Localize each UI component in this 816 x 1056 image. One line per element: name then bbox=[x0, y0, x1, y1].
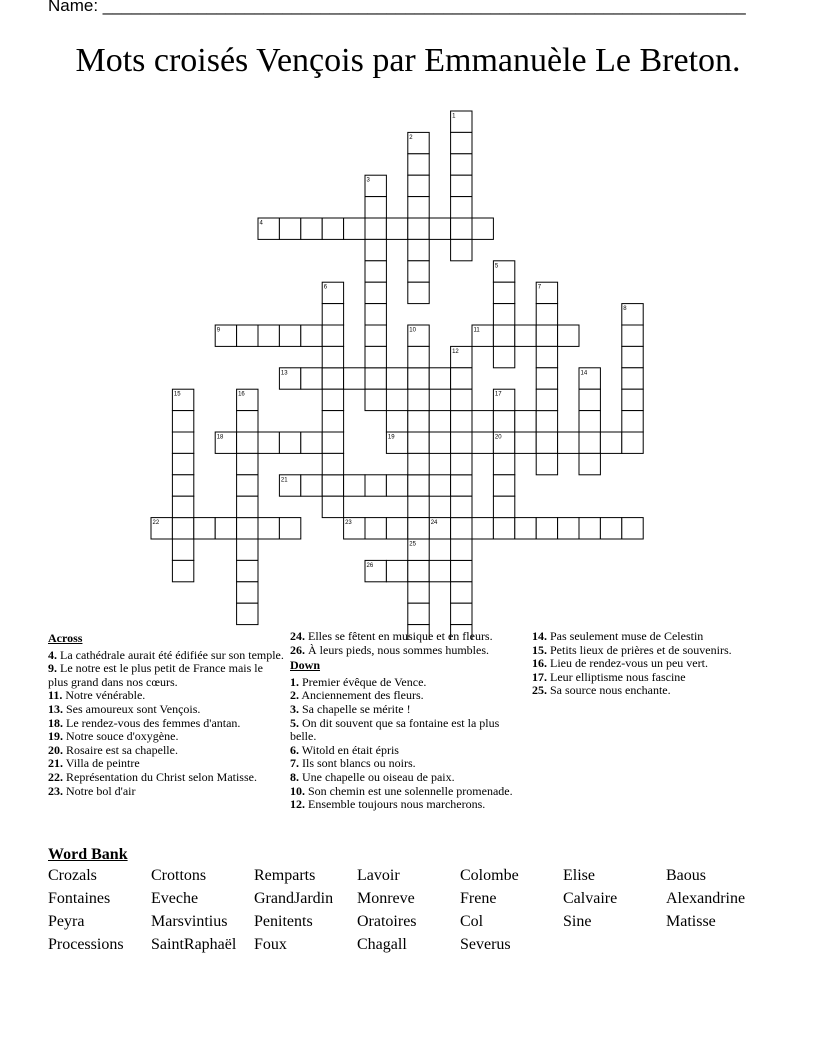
across-clues-column bbox=[48, 630, 284, 798]
crossword-cell[interactable] bbox=[386, 560, 407, 581]
word-bank-word: Crozals bbox=[48, 867, 97, 884]
word-bank-word: Col bbox=[460, 913, 484, 930]
cell-number: 15 bbox=[173, 391, 181, 398]
clue-text: Notre vénérable. bbox=[65, 688, 146, 703]
crossword-cell[interactable] bbox=[258, 518, 279, 539]
crossword-cell[interactable] bbox=[365, 475, 386, 496]
across-clue-24 bbox=[290, 630, 526, 644]
across-clue-26 bbox=[290, 644, 526, 658]
crossword-cell[interactable] bbox=[451, 560, 472, 581]
crossword-cell[interactable] bbox=[172, 518, 193, 539]
crossword-cell[interactable] bbox=[386, 368, 407, 389]
crossword-cell[interactable] bbox=[365, 197, 386, 218]
clue-text: Leur elliptisme nous fascine bbox=[550, 669, 686, 684]
clue-number: 24. bbox=[290, 629, 305, 643]
cell-number: 18 bbox=[216, 434, 224, 441]
word-bank-word: Calvaire bbox=[563, 890, 618, 907]
crossword-cell[interactable] bbox=[579, 389, 600, 410]
clue-number: 10. bbox=[290, 783, 305, 798]
crossword-cell[interactable] bbox=[622, 389, 643, 410]
cell-number: 25 bbox=[409, 541, 416, 548]
down-heading: Down bbox=[290, 658, 321, 673]
clue-text: Petits lieux de prières et de souvenirs. bbox=[550, 642, 732, 657]
crossword-cell[interactable] bbox=[558, 432, 579, 453]
crossword-cell[interactable] bbox=[451, 539, 472, 560]
cell-number: 6 bbox=[323, 284, 328, 291]
crossword-cell[interactable] bbox=[408, 197, 429, 218]
crossword-cell[interactable] bbox=[558, 518, 579, 539]
crossword-cell[interactable] bbox=[365, 389, 386, 410]
down-clue-15 bbox=[532, 644, 768, 658]
down-clue-6 bbox=[290, 744, 526, 758]
crossword-cell[interactable] bbox=[237, 582, 258, 603]
clue-text: Sa source nous enchante. bbox=[550, 683, 671, 698]
crossword-cell[interactable] bbox=[451, 197, 472, 218]
crossword-cell[interactable] bbox=[237, 560, 258, 581]
crossword-cell[interactable] bbox=[536, 518, 557, 539]
crossword-cell[interactable] bbox=[408, 432, 429, 453]
word-bank-word: Lavoir bbox=[357, 867, 400, 884]
across-clue-9 bbox=[48, 662, 284, 689]
clue-number: 5. bbox=[290, 715, 299, 730]
crossword-cell[interactable] bbox=[344, 218, 365, 239]
crossword-cell[interactable] bbox=[408, 218, 429, 239]
clue-number: 25. bbox=[532, 683, 547, 698]
word-bank-word: Elise bbox=[563, 867, 595, 884]
crossword-cell[interactable] bbox=[344, 475, 365, 496]
crossword-cell[interactable] bbox=[408, 560, 429, 581]
crossword-cell[interactable] bbox=[365, 261, 386, 282]
crossword-cell[interactable] bbox=[408, 411, 429, 432]
crossword-cell[interactable] bbox=[279, 325, 300, 346]
cell-number: 10 bbox=[409, 327, 416, 334]
word-bank-word: Oratoires bbox=[357, 913, 417, 930]
clue-text: Sa chapelle se mérite ! bbox=[302, 701, 411, 716]
crossword-cell[interactable] bbox=[408, 496, 429, 517]
crossword-cell[interactable] bbox=[536, 432, 557, 453]
crossword-cell[interactable] bbox=[172, 496, 193, 517]
crossword-cell[interactable] bbox=[322, 475, 343, 496]
crossword-cell[interactable] bbox=[536, 325, 557, 346]
crossword-cell[interactable] bbox=[301, 325, 322, 346]
cell-number: 24 bbox=[430, 520, 438, 527]
across-clue-11 bbox=[48, 689, 284, 703]
crossword-cell[interactable] bbox=[622, 346, 643, 367]
crossword-cell[interactable] bbox=[536, 368, 557, 389]
clue-text: Anciennement des fleurs. bbox=[301, 688, 424, 703]
crossword-cell[interactable] bbox=[301, 432, 322, 453]
cell-number: 1 bbox=[452, 113, 456, 120]
crossword-cell[interactable] bbox=[429, 475, 450, 496]
down-clue-7 bbox=[290, 757, 526, 771]
crossword-cell[interactable] bbox=[622, 368, 643, 389]
clue-number: 20. bbox=[48, 742, 63, 757]
crossword-cell[interactable] bbox=[172, 411, 193, 432]
crossword-cell[interactable] bbox=[600, 432, 621, 453]
crossword-cell[interactable] bbox=[365, 346, 386, 367]
word-bank-word: Peyra bbox=[48, 913, 85, 930]
crossword-cell[interactable] bbox=[536, 411, 557, 432]
down-clue-12 bbox=[290, 798, 526, 812]
crossword-cell[interactable] bbox=[237, 603, 258, 624]
clue-number: 3. bbox=[290, 701, 299, 716]
cell-number: 17 bbox=[494, 391, 502, 398]
crossword-cell[interactable] bbox=[493, 411, 514, 432]
crossword-cell[interactable] bbox=[451, 496, 472, 517]
clue-number: 26. bbox=[290, 642, 305, 657]
crossword-cell[interactable] bbox=[408, 346, 429, 367]
down-clue-1 bbox=[290, 676, 526, 690]
crossword-cell[interactable] bbox=[258, 432, 279, 453]
crossword-cell[interactable] bbox=[365, 518, 386, 539]
across-clue-4 bbox=[48, 649, 284, 663]
crossword-cell[interactable] bbox=[172, 475, 193, 496]
word-bank-word: GrandJardin bbox=[254, 890, 334, 907]
crossword-cell[interactable] bbox=[558, 325, 579, 346]
crossword-cell[interactable] bbox=[429, 218, 450, 239]
clue-text: Notre bol d'air bbox=[66, 783, 136, 798]
mixed-clues-column bbox=[290, 630, 526, 812]
clue-number: 9. bbox=[48, 661, 57, 676]
word-bank-word: Processions bbox=[48, 936, 124, 953]
crossword-cell[interactable] bbox=[322, 346, 343, 367]
crossword-cell[interactable] bbox=[172, 432, 193, 453]
crossword-cell[interactable] bbox=[365, 239, 386, 260]
down-clue-14 bbox=[532, 630, 768, 644]
crossword-cell[interactable] bbox=[451, 132, 472, 153]
crossword-cell[interactable] bbox=[258, 325, 279, 346]
crossword-cell[interactable] bbox=[365, 325, 386, 346]
down-clue-10 bbox=[290, 785, 526, 799]
crossword-cell[interactable] bbox=[451, 582, 472, 603]
crossword-cell[interactable] bbox=[408, 582, 429, 603]
down-clue-8 bbox=[290, 771, 526, 785]
cell-number: 22 bbox=[152, 520, 160, 527]
crossword-cell[interactable] bbox=[279, 218, 300, 239]
cell-number: 16 bbox=[238, 391, 245, 398]
cell-number: 13 bbox=[280, 370, 288, 377]
crossword-cell[interactable] bbox=[472, 218, 493, 239]
crossword-cell[interactable] bbox=[493, 325, 514, 346]
word-bank-word: Crottons bbox=[151, 867, 207, 884]
crossword-cell[interactable] bbox=[215, 518, 236, 539]
crossword-cell[interactable] bbox=[429, 560, 450, 581]
clue-number: 12. bbox=[290, 797, 305, 812]
down-clue-2 bbox=[290, 689, 526, 703]
crossword-cell[interactable] bbox=[408, 518, 429, 539]
crossword-cell[interactable] bbox=[322, 218, 343, 239]
crossword-cell[interactable] bbox=[386, 218, 407, 239]
word-bank-word: Baous bbox=[666, 867, 706, 884]
clue-text: Rosaire est sa chapelle. bbox=[66, 742, 178, 757]
crossword-cell[interactable] bbox=[515, 325, 536, 346]
crossword-cell[interactable] bbox=[365, 304, 386, 325]
crossword-cell[interactable] bbox=[622, 411, 643, 432]
clue-text: Ensemble toujours nous marcherons. bbox=[308, 797, 486, 812]
crossword-cell[interactable] bbox=[493, 282, 514, 303]
crossword-cell[interactable] bbox=[451, 475, 472, 496]
across-heading: Across bbox=[48, 631, 83, 645]
crossword-cell[interactable] bbox=[237, 475, 258, 496]
clue-text: Ils sont blancs ou noirs. bbox=[302, 756, 416, 771]
crossword-cell[interactable] bbox=[279, 432, 300, 453]
crossword-cell[interactable] bbox=[493, 304, 514, 325]
page-title: Mots croisés Vençois par Emmanuèle Le Breton. bbox=[75, 42, 741, 79]
crossword-cell[interactable] bbox=[365, 368, 386, 389]
crossword-cell[interactable] bbox=[237, 518, 258, 539]
across-clue-22 bbox=[48, 771, 284, 785]
crossword-cell[interactable] bbox=[579, 453, 600, 474]
crossword-cell[interactable] bbox=[237, 496, 258, 517]
cell-number: 12 bbox=[452, 348, 459, 355]
crossword-cell[interactable] bbox=[451, 389, 472, 410]
crossword-cell[interactable] bbox=[408, 261, 429, 282]
crossword-cell[interactable] bbox=[451, 175, 472, 196]
crossword-cell[interactable] bbox=[237, 325, 258, 346]
crossword-cell[interactable] bbox=[172, 539, 193, 560]
cell-number: 8 bbox=[623, 306, 627, 313]
crossword-cell[interactable] bbox=[386, 518, 407, 539]
clue-text: La cathédrale aurait été édifiée sur son temple. bbox=[60, 647, 284, 662]
cell-number: 2 bbox=[409, 134, 413, 141]
cell-number: 11 bbox=[473, 327, 480, 334]
crossword-cell[interactable] bbox=[451, 603, 472, 624]
crossword-cell[interactable] bbox=[237, 539, 258, 560]
across-clue-21 bbox=[48, 757, 284, 771]
crossword-cell[interactable] bbox=[515, 432, 536, 453]
clue-number: 8. bbox=[290, 769, 299, 784]
crossword-cell[interactable] bbox=[408, 239, 429, 260]
clue-text: Une chapelle ou oiseau de paix. bbox=[302, 769, 455, 784]
crossword-cell[interactable] bbox=[451, 411, 472, 432]
cell-number: 5 bbox=[494, 263, 499, 270]
crossword-cell[interactable] bbox=[237, 453, 258, 474]
clue-number: 7. bbox=[290, 756, 299, 771]
crossword-cell[interactable] bbox=[322, 304, 343, 325]
clue-text: Le notre est le plus petit de France mais le plus grand dans nos cœurs. bbox=[48, 661, 263, 689]
name-field-line[interactable]: Name: ____________________________________________________________________ bbox=[48, 0, 746, 15]
word-bank-word: Fontaines bbox=[48, 890, 111, 907]
crossword-cell[interactable] bbox=[322, 325, 343, 346]
crossword-cell[interactable] bbox=[451, 218, 472, 239]
crossword-cell[interactable] bbox=[322, 389, 343, 410]
word-bank-word: Matisse bbox=[666, 913, 716, 930]
clue-number: 16. bbox=[532, 656, 547, 671]
clue-number: 11. bbox=[48, 688, 63, 703]
word-bank-word: Penitents bbox=[254, 913, 313, 930]
crossword-cell[interactable] bbox=[579, 411, 600, 432]
crossword-cell[interactable] bbox=[344, 368, 365, 389]
crossword-cell[interactable] bbox=[301, 368, 322, 389]
crossword-cell[interactable] bbox=[515, 411, 536, 432]
word-bank-word: Chagall bbox=[357, 936, 407, 953]
crossword-cell[interactable] bbox=[365, 218, 386, 239]
crossword-cell[interactable] bbox=[172, 453, 193, 474]
crossword-cell[interactable] bbox=[429, 368, 450, 389]
crossword-cell[interactable] bbox=[408, 453, 429, 474]
crossword-cell[interactable] bbox=[579, 432, 600, 453]
clue-text: Elles se fêtent en musique et en fleurs. bbox=[308, 629, 493, 643]
cell-number: 23 bbox=[345, 520, 352, 527]
down-clue-17 bbox=[532, 671, 768, 685]
clue-text: À leurs pieds, nous sommes humbles. bbox=[308, 642, 489, 657]
crossword-cell[interactable] bbox=[536, 346, 557, 367]
crossword-cell[interactable] bbox=[429, 432, 450, 453]
word-bank-word: Frene bbox=[460, 890, 497, 907]
word-bank-word: Eveche bbox=[151, 890, 199, 907]
clue-number: 17. bbox=[532, 669, 547, 684]
clue-text: Notre souce d'oxygène. bbox=[66, 729, 179, 744]
crossword-cell[interactable] bbox=[622, 325, 643, 346]
cell-number: 3 bbox=[366, 177, 370, 184]
crossword-cell[interactable] bbox=[301, 218, 322, 239]
word-bank-word: Severus bbox=[460, 936, 511, 953]
word-bank-word: Colombe bbox=[460, 867, 519, 884]
clue-text: Witold en était épris bbox=[301, 742, 399, 757]
crossword-cell[interactable] bbox=[408, 389, 429, 410]
down-clue-16 bbox=[532, 657, 768, 671]
clue-number: 4. bbox=[48, 647, 57, 662]
clue-text: Le rendez-vous des femmes d'antan. bbox=[66, 715, 241, 730]
clue-text: Pas seulement muse de Celestin bbox=[550, 629, 704, 643]
cell-number: 14 bbox=[580, 370, 588, 377]
crossword-cell[interactable] bbox=[172, 560, 193, 581]
clue-number: 13. bbox=[48, 701, 63, 716]
clue-number: 14. bbox=[532, 629, 547, 643]
crossword-cell[interactable] bbox=[194, 518, 215, 539]
crossword-cell[interactable] bbox=[237, 432, 258, 453]
crossword-cell[interactable] bbox=[429, 411, 450, 432]
word-bank-word: Sine bbox=[563, 913, 592, 930]
word-bank-word: Marsvintius bbox=[151, 913, 228, 930]
crossword-cell[interactable] bbox=[472, 411, 493, 432]
crossword-cell[interactable] bbox=[536, 453, 557, 474]
clue-text: Représentation du Christ selon Matisse. bbox=[66, 769, 257, 784]
clue-number: 23. bbox=[48, 783, 63, 798]
crossword-cell[interactable] bbox=[237, 411, 258, 432]
clue-number: 2. bbox=[290, 688, 299, 703]
crossword-cell[interactable] bbox=[408, 603, 429, 624]
crossword-cell[interactable] bbox=[451, 368, 472, 389]
across-clue-20 bbox=[48, 744, 284, 758]
crossword-cell[interactable] bbox=[408, 475, 429, 496]
crossword-cell[interactable] bbox=[408, 175, 429, 196]
cell-number: 4 bbox=[259, 220, 263, 227]
crossword-cell[interactable] bbox=[622, 432, 643, 453]
crossword-cell[interactable] bbox=[451, 432, 472, 453]
word-bank-word: SaintRaphaël bbox=[151, 936, 237, 953]
clue-number: 1. bbox=[290, 674, 299, 689]
crossword-cell[interactable] bbox=[579, 518, 600, 539]
clue-text: Premier évêque de Vence. bbox=[302, 674, 427, 689]
cell-number: 7 bbox=[537, 284, 542, 291]
crossword-cell[interactable] bbox=[322, 411, 343, 432]
cell-number: 19 bbox=[387, 434, 395, 441]
word-bank-title: Word Bank bbox=[48, 846, 128, 863]
down-clue-5 bbox=[290, 717, 526, 744]
crossword-cell[interactable] bbox=[451, 154, 472, 175]
word-bank-word: Foux bbox=[254, 936, 287, 953]
clue-number: 6. bbox=[290, 742, 299, 757]
crossword-cell[interactable] bbox=[322, 432, 343, 453]
crossword-cell[interactable] bbox=[408, 282, 429, 303]
crossword-cell[interactable] bbox=[536, 304, 557, 325]
clue-text: Son chemin est une solennelle promenade. bbox=[308, 783, 513, 798]
cell-number: 26 bbox=[366, 562, 374, 569]
clue-text: On dit souvent que sa fontaine est la plus belle. bbox=[290, 715, 500, 744]
down-clue-3 bbox=[290, 703, 526, 717]
clue-text: Villa de peintre bbox=[65, 756, 140, 771]
clue-text: Lieu de rendez-vous un peu vert. bbox=[550, 656, 708, 671]
word-bank-word: Monreve bbox=[357, 890, 415, 907]
across-clue-13 bbox=[48, 703, 284, 717]
cell-number: 20 bbox=[494, 434, 502, 441]
crossword-cell[interactable] bbox=[301, 475, 322, 496]
crossword-cell[interactable] bbox=[279, 518, 300, 539]
cell-number: 21 bbox=[280, 477, 288, 484]
crossword-cell[interactable] bbox=[536, 389, 557, 410]
crossword-cell[interactable] bbox=[322, 496, 343, 517]
clue-number: 19. bbox=[48, 729, 63, 744]
across-clue-23 bbox=[48, 785, 284, 799]
crossword-cell[interactable] bbox=[622, 518, 643, 539]
crossword-cell[interactable] bbox=[386, 475, 407, 496]
crossword-cell[interactable] bbox=[408, 154, 429, 175]
crossword-cell[interactable] bbox=[408, 368, 429, 389]
crossword-cell[interactable] bbox=[472, 518, 493, 539]
crossword-cell[interactable] bbox=[515, 518, 536, 539]
crossword-cell[interactable] bbox=[451, 239, 472, 260]
crossword-cell[interactable] bbox=[451, 518, 472, 539]
crossword-cell[interactable] bbox=[600, 518, 621, 539]
crossword-cell[interactable] bbox=[365, 282, 386, 303]
clue-number: 18. bbox=[48, 715, 63, 730]
crossword-cell[interactable] bbox=[322, 368, 343, 389]
down-clue-25 bbox=[532, 684, 768, 698]
crossword-cell[interactable] bbox=[322, 453, 343, 474]
clue-number: 22. bbox=[48, 769, 63, 784]
crossword-cell[interactable] bbox=[493, 346, 514, 367]
crossword-cell[interactable] bbox=[451, 453, 472, 474]
cell-number: 9 bbox=[216, 327, 221, 334]
crossword-cell[interactable] bbox=[472, 432, 493, 453]
crossword-cell[interactable] bbox=[493, 518, 514, 539]
across-clue-18 bbox=[48, 717, 284, 731]
clue-text: Ses amoureux sont Vençois. bbox=[66, 701, 201, 716]
crossword-cell[interactable] bbox=[493, 496, 514, 517]
crossword-cell[interactable] bbox=[386, 411, 407, 432]
word-bank-word: Alexandrine bbox=[666, 890, 746, 907]
across-clue-19 bbox=[48, 730, 284, 744]
crossword-cell[interactable] bbox=[493, 475, 514, 496]
clue-number: 15. bbox=[532, 642, 547, 657]
word-bank-word: Remparts bbox=[254, 867, 316, 884]
down-clues-column bbox=[532, 630, 768, 698]
clue-number: 21. bbox=[48, 756, 63, 771]
crossword-cell[interactable] bbox=[493, 453, 514, 474]
